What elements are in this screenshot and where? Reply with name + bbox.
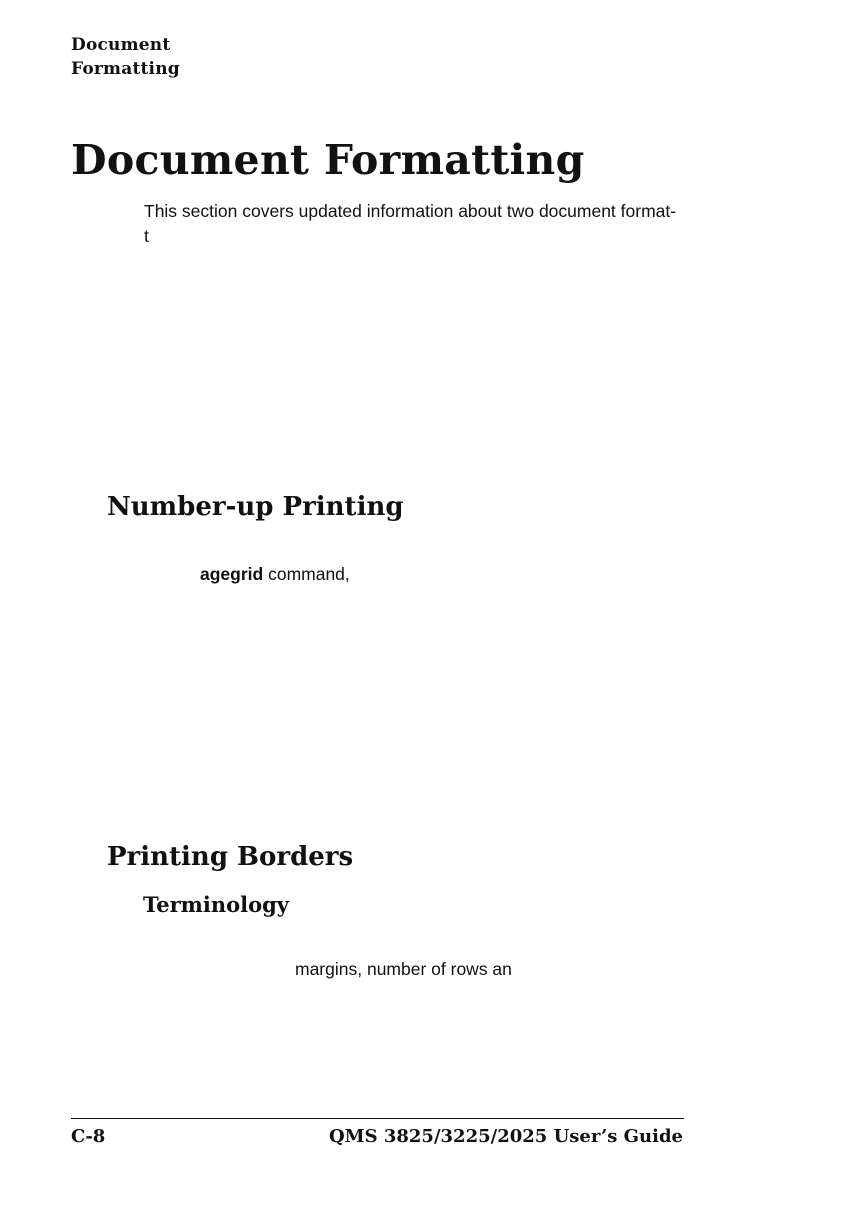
intro-paragraph <box>144 199 764 249</box>
section-heading-number-up: Number-up Printing <box>107 492 404 522</box>
pagegrid-text-rest: command, <box>263 564 350 584</box>
footer-guide-title: QMS 3825/3225/2025 User’s Guide <box>328 1126 683 1147</box>
intro-line-2: t <box>144 226 149 246</box>
pagegrid-command-name: agegrid <box>200 564 264 584</box>
footer-page-number: C-8 <box>71 1126 106 1147</box>
margins-text-fragment: margins, number of rows an <box>295 959 512 979</box>
footer-divider <box>71 1118 684 1119</box>
intro-line-1: This section covers updated information about two document format- <box>144 201 677 221</box>
running-head-line-1: Document <box>71 35 171 55</box>
pagegrid-text-fragment <box>200 562 350 586</box>
page-title: Document Formatting <box>71 136 585 184</box>
section-heading-borders: Printing Borders <box>107 842 354 872</box>
running-head-line-2: Formatting <box>71 59 180 79</box>
subheading-terminology: Terminology <box>143 892 289 917</box>
running-head <box>71 33 180 81</box>
